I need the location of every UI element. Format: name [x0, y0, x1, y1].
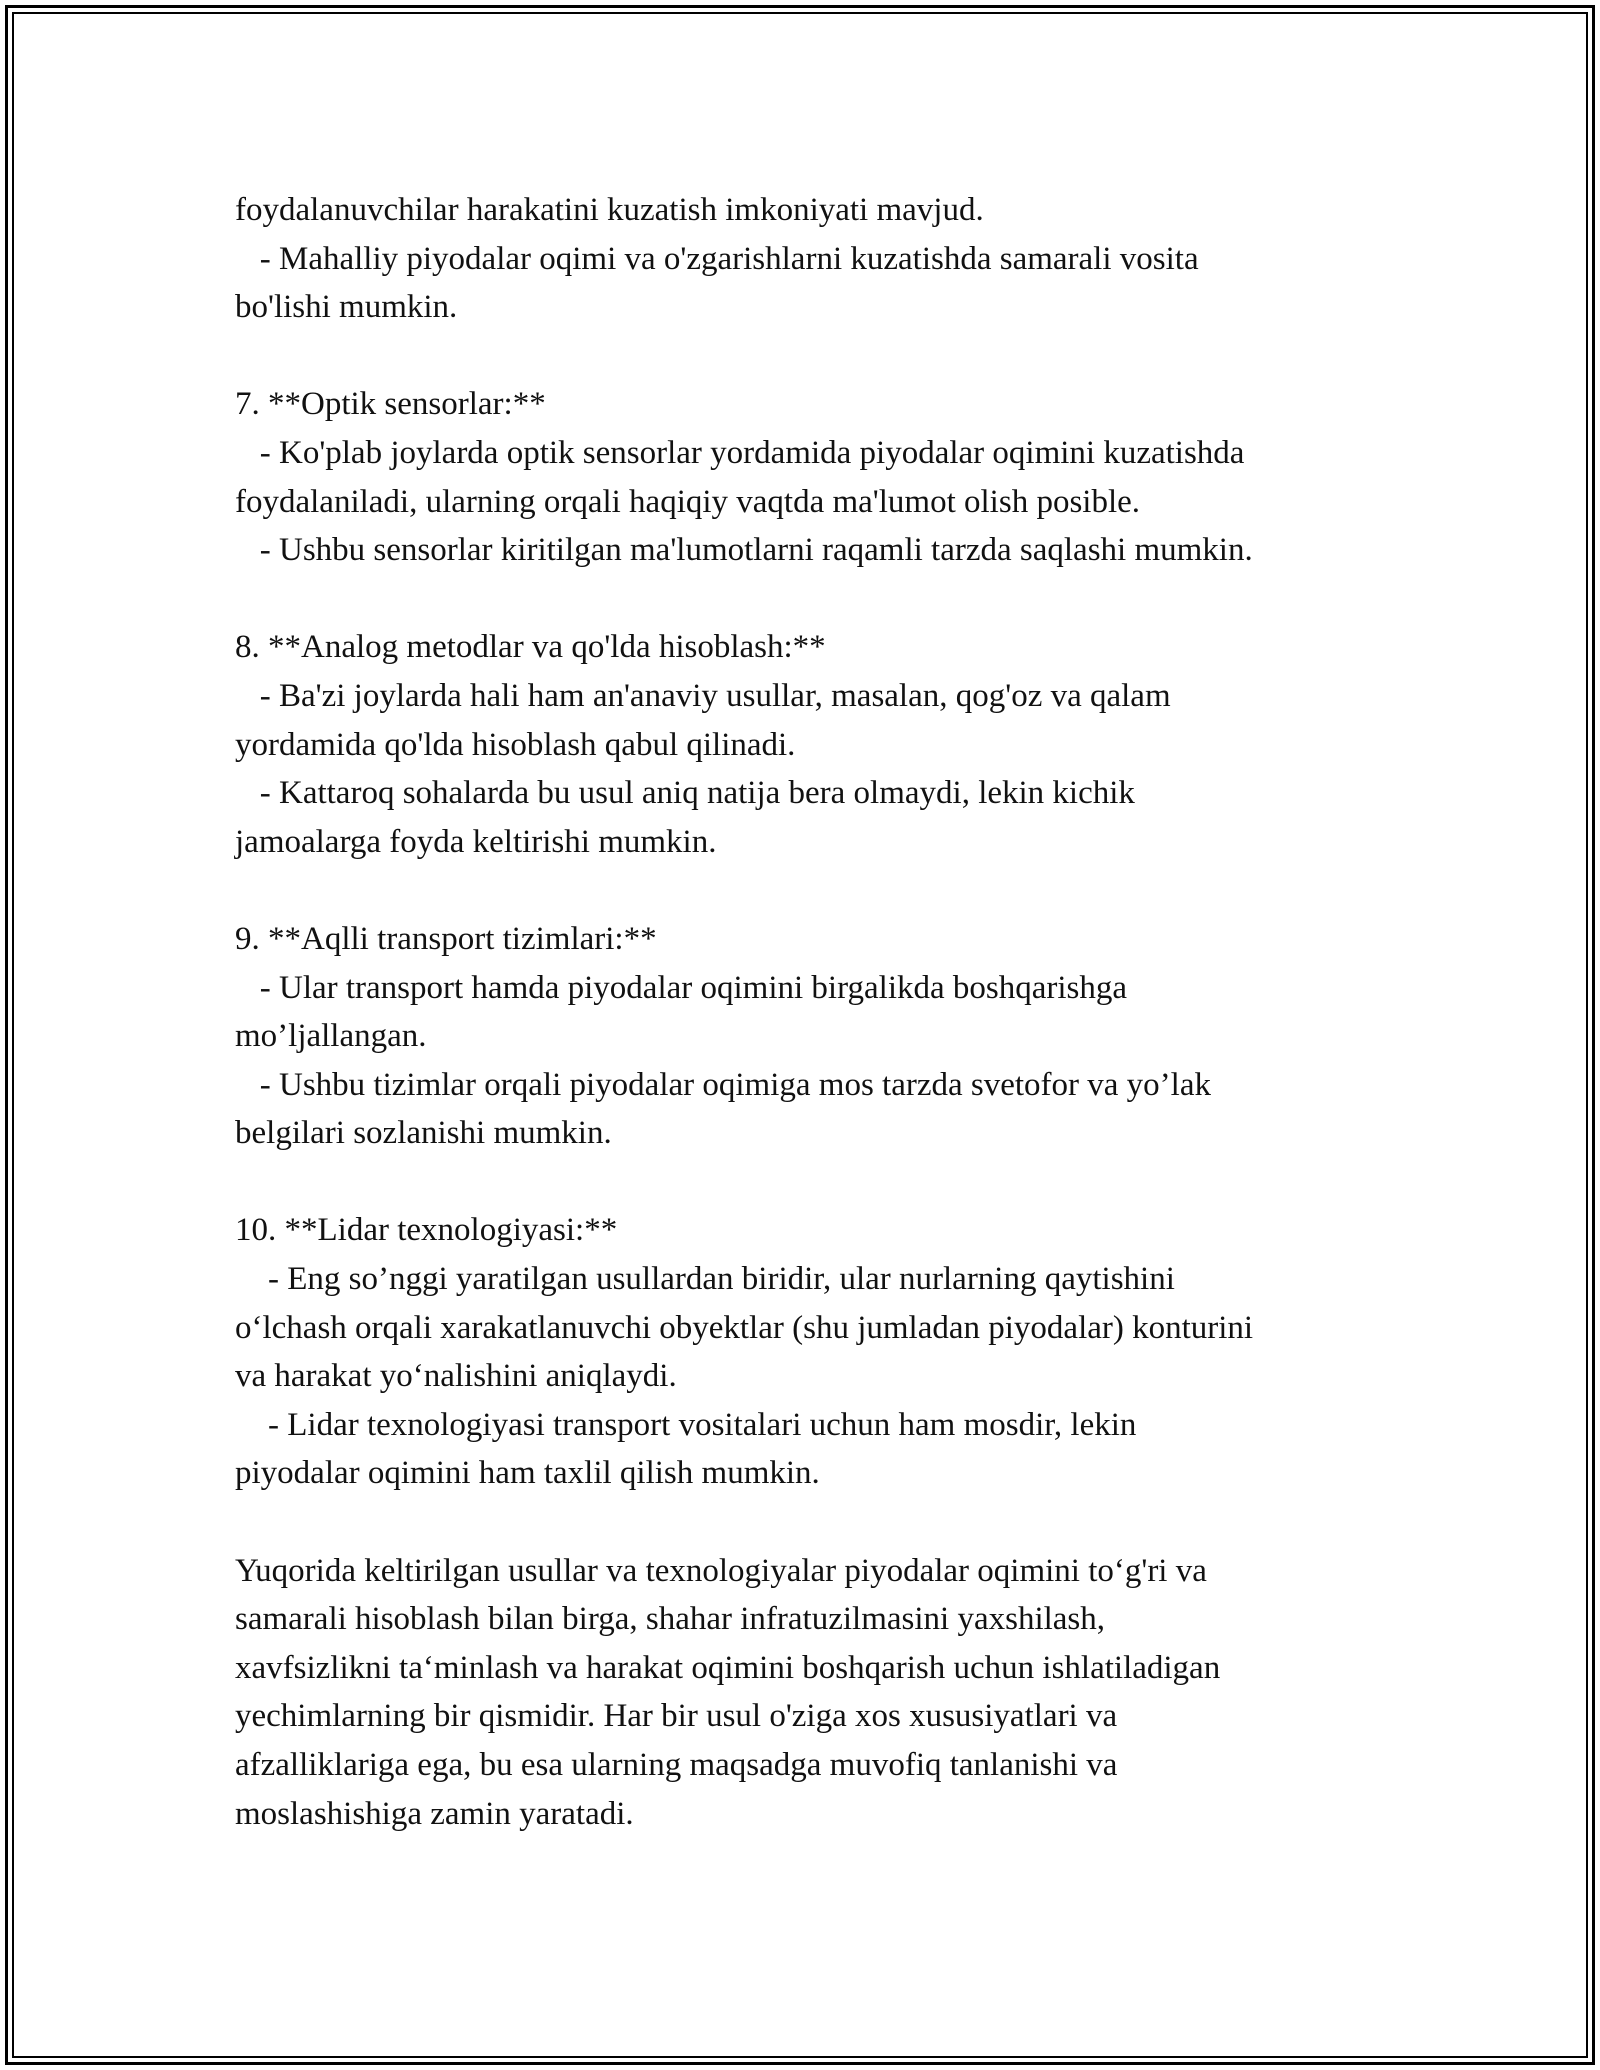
text-line: moslashishiga zamin yaratadi. — [235, 1795, 634, 1832]
text-line: yordamida qo'lda hisoblash qabul qilinadi. — [235, 726, 796, 763]
text-line: - Ko'plab joylarda optik sensorlar yordamida piyodalar oqimini kuzatishda — [235, 434, 1245, 471]
continuation-paragraph — [235, 186, 1405, 332]
text-line: bo'lishi mumkin. — [235, 289, 458, 326]
text-line: foydalanuvchilar harakatini kuzatish imkoniyati mavjud. — [235, 192, 984, 228]
text-line: xavfsizlikni ta‘minlash va harakat oqimini boshqarish uchun ishlatiladigan — [235, 1649, 1221, 1686]
text-line: samarali hisoblash bilan birga, shahar infratuzilmasini yaxshilash, — [235, 1601, 1106, 1638]
section-heading: 10. **Lidar texnologiyasi:** — [235, 1212, 618, 1249]
text-line: afzalliklariga ega, bu esa ularning maqsadga muvofiq tanlanishi va — [235, 1747, 1118, 1783]
text-line: yechimlarning bir qismidir. Har bir usul o'ziga xos xususiyatlari va — [235, 1698, 1118, 1735]
text-line: - Ba'zi joylarda hali ham an'anaviy usullar, masalan, qog'oz va qalam — [235, 677, 1171, 714]
text-line: va harakat yo‘nalishini aniqlaydi. — [235, 1358, 677, 1395]
paragraph-spacer — [235, 866, 1405, 915]
paragraph-spacer — [235, 575, 1405, 624]
section-heading: 9. **Aqlli transport tizimlari:** — [235, 920, 657, 957]
text-line: belgilari sozlanishi mumkin. — [235, 1115, 612, 1152]
section-heading: 7. **Optik sensorlar:** — [235, 386, 546, 423]
section-analog-metodlar — [235, 623, 1405, 866]
paragraph-spacer — [235, 332, 1405, 381]
text-line: mo’ljallangan. — [235, 1018, 427, 1055]
document-body — [235, 186, 1405, 1838]
section-lidar — [235, 1206, 1405, 1498]
paragraph-spacer — [235, 1498, 1405, 1547]
section-aqlli-transport — [235, 915, 1405, 1158]
text-line: - Ular transport hamda piyodalar oqimini birgalikda boshqarishga — [235, 969, 1128, 1006]
text-line: - Lidar texnologiyasi transport vositalari uchun ham mosdir, lekin — [235, 1406, 1137, 1443]
paragraph-spacer — [235, 1158, 1405, 1207]
text-line: - Eng so’nggi yaratilgan usullardan biridir, ular nurlarning qaytishini — [235, 1261, 1175, 1298]
text-line: foydalaniladi, ularning orqali haqiqiy vaqtda ma'lumot olish posible. — [235, 483, 1141, 520]
text-line: Yuqorida keltirilgan usullar va texnologiyalar piyodalar oqimini to‘g'ri va — [235, 1552, 1207, 1589]
text-line: - Kattaroq sohalarda bu usul aniq natija bera olmaydi, lekin kichik — [235, 775, 1135, 812]
section-heading: 8. **Analog metodlar va qo'lda hisoblash:** — [235, 629, 826, 666]
text-line: piyodalar oqimini ham taxlil qilish mumkin. — [235, 1455, 820, 1492]
section-optik-sensorlar — [235, 380, 1405, 574]
text-line: o‘lchash orqali xarakatlanuvchi obyektlar (shu jumladan piyodalar) konturini — [235, 1309, 1254, 1346]
conclusion-paragraph — [235, 1547, 1405, 1839]
text-line: - Ushbu sensorlar kiritilgan ma'lumotlarni raqamli tarzda saqlashi mumkin. — [235, 532, 1253, 569]
text-line: - Mahalliy piyodalar oqimi va o'zgarishlarni kuzatishda samarali vosita — [235, 240, 1199, 277]
text-line: - Ushbu tizimlar orqali piyodalar oqimiga mos tarzda svetofor va yo’lak — [235, 1066, 1211, 1103]
text-line: jamoalarga foyda keltirishi mumkin. — [235, 823, 717, 860]
